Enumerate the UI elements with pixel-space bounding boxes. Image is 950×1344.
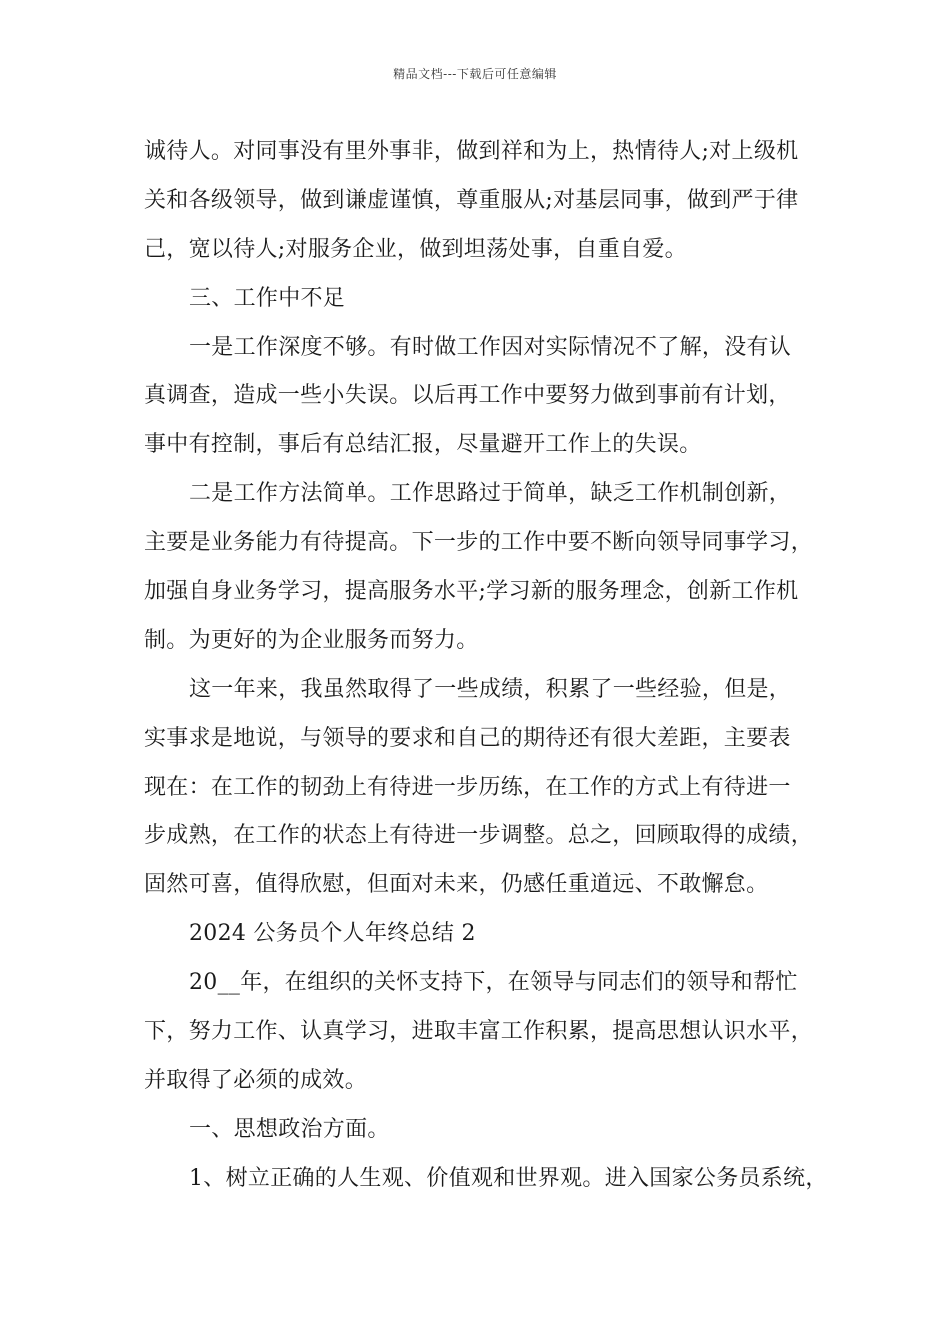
document-body [144,128,828,1204]
text-line: 下，努力工作、认真学习，进取丰富工作积累，提高思想认识水平， [144,1019,814,1045]
text-line: 并取得了必须的成效。 [144,1067,368,1093]
text-line: 己，宽以待人;对服务企业，做到坦荡处事，自重自爱。 [144,236,687,262]
text-line: 实事求是地说，与领导的要求和自己的期待还有很大差距，主要表 [144,725,791,751]
text-line: 一是工作深度不够。有时做工作因对实际情况不了解，没有认 [189,334,792,360]
text-line: 真调查，造成一些小失误。以后再工作中要努力做到事前有计划， [144,383,791,409]
text-line: 这一年来，我虽然取得了一些成绩，积累了一些经验，但是， [189,676,792,702]
text-line: 固然可喜，值得欣慰，但面对未来，仍感任重道远、不敢懈怠。 [144,872,769,898]
text-line: 事中有控制，事后有总结汇报，尽量避开工作上的失误。 [144,432,702,458]
text-line: 加强自身业务学习，提高服务水平;学习新的服务理念，创新工作机 [144,579,799,605]
text-line: 二是工作方法简单。工作思路过于简单，缺乏工作机制创新， [189,481,792,507]
text-line: 关和各级领导，做到谦虚谨慎，尊重服从;对基层同事，做到严于律 [144,187,799,213]
section-heading: 一、思想政治方面。 [189,1116,390,1142]
text-line: 主要是业务能力有待提高。下一步的工作中要不断向领导同事学习， [144,530,814,556]
text-line: 诚待人。对同事没有里外事非，做到祥和为上，热情待人;对上级机 [144,139,799,164]
text-line: 步成熟，在工作的状态上有待进一步调整。总之，回顾取得的成绩， [144,823,814,849]
text-line: 1、树立正确的人生观、价值观和世界观。进入国家公务员系统， [189,1165,828,1191]
text-line: 制。为更好的为企业服务而努力。 [144,627,479,653]
page-header: 精品文档---下载后可任意编辑 [393,67,557,81]
text-line: 20__年，在组织的关怀支持下，在领导与同志们的领导和帮忙 [189,970,798,996]
document-title: 2024 公务员个人年终总结 2 [189,921,476,947]
section-heading: 三、工作中不足 [189,285,346,311]
text-line: 现在：在工作的韧劲上有待进一步历练，在工作的方式上有待进一 [144,774,791,800]
